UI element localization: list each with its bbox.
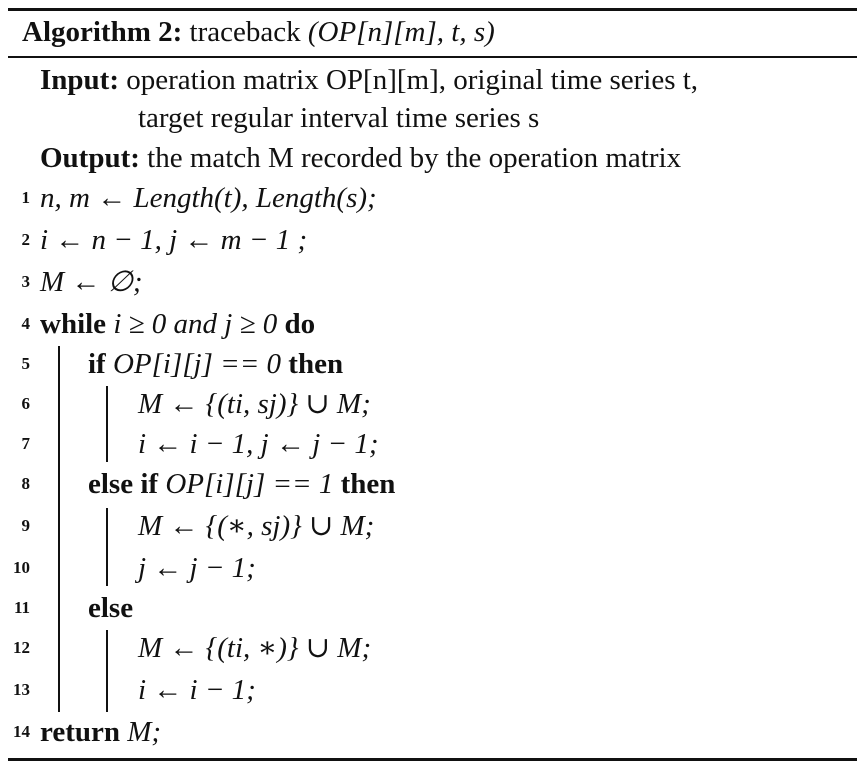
code-text: j ← j − 1; [138,552,256,584]
keyword-while: while [40,308,107,340]
input-text-line1: operation matrix OP[n][m], original time series t, [126,64,699,96]
code-text: n, m ← Length(t), Length(s); [40,182,377,214]
code-text [88,346,343,382]
keyword-then: then [340,468,396,500]
code-text: i ← i − 1; [138,674,256,706]
code-text: i ← i − 1, j ← j − 1; [138,428,379,460]
condition: OP[i][j] == 0 [112,348,282,380]
code-text: M ← {(ti, sj)} ∪ M; [138,388,371,420]
code-text: M ← {(ti, ∗)} ∪ M; [138,632,372,664]
line-number: 6 [21,394,30,413]
keyword-then: then [288,348,344,380]
code-text [40,714,161,750]
algorithm-args: (OP[n][m], t, s) [307,16,495,48]
keyword-if: if [88,348,106,380]
condition: OP[i][j] == 1 [165,468,334,500]
keyword-else: else [88,592,134,624]
title-rule [8,56,857,58]
code-text: i ← n − 1, j ← m − 1 ; [40,224,308,256]
output-text: the match M recorded by the operation matrix [147,142,682,174]
line-number: 7 [21,434,30,453]
code-text [88,466,395,502]
line-number: 14 [13,722,30,741]
line-number: 2 [21,230,30,249]
input-row [40,62,698,98]
line-number: 8 [21,474,30,493]
line-number: 5 [21,354,30,373]
else-if-block-bar [106,508,108,586]
line-number: 12 [13,638,30,657]
keyword-do: do [284,308,316,340]
output-label: Output: [40,142,140,174]
line-number: 9 [21,516,30,535]
code-text: M ← {(∗, sj)} ∪ M; [138,510,375,542]
keyword-return: return [40,716,121,748]
code-text [40,306,315,342]
top-rule [8,8,857,11]
input-text-line2: target regular interval time series s [138,102,540,134]
line-number: 1 [21,188,30,207]
algorithm-label: Algorithm 2: [22,16,183,48]
line-number: 4 [21,314,30,333]
if-block-bar [106,386,108,462]
bottom-rule [8,758,857,761]
algorithm-name: traceback [189,16,301,48]
line-number: 13 [13,680,30,699]
input-label: Input: [40,64,119,96]
line-number: 10 [13,558,30,577]
return-value: M; [127,716,162,748]
code-text: M ← ∅; [40,266,143,298]
else-block-bar [106,630,108,712]
algorithm-title [22,14,495,50]
line-number: 3 [21,272,30,291]
output-row [40,140,681,176]
while-block-bar [58,346,60,712]
keyword-else-if: else if [88,468,159,500]
condition: i ≥ 0 and j ≥ 0 [113,308,278,340]
line-number: 11 [13,598,30,617]
